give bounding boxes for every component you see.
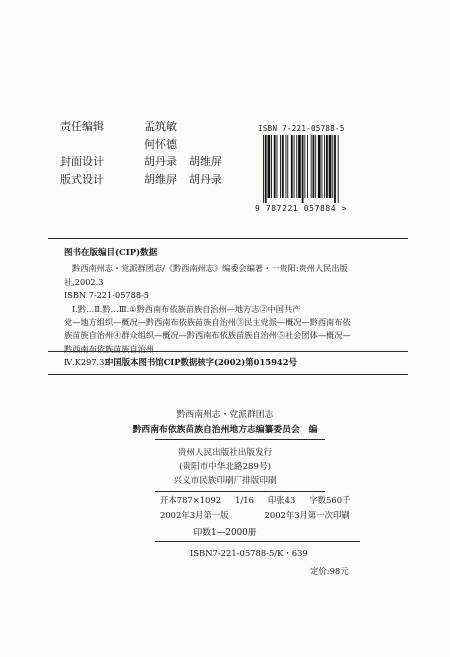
spec-words: 字数560千 xyxy=(309,495,351,505)
barcode-digits: 9 787221 057884 > xyxy=(255,204,348,213)
cip-line: Ⅳ.K297.32 xyxy=(64,357,110,368)
divider xyxy=(155,439,325,440)
credit-row-cover xyxy=(60,153,234,171)
credit-name: 胡丹录 xyxy=(144,155,177,168)
credits-block xyxy=(60,118,234,188)
cip-line: 黔西南布依族苗族自治州 xyxy=(64,343,155,354)
cip-check-number: 中国版本图书馆CIP数据核字(2002)第015942号 xyxy=(105,357,297,367)
credit-label: 责任编辑 xyxy=(60,120,104,133)
cip-line: 社,2002.3 xyxy=(64,276,104,287)
price: 定价:98元 xyxy=(310,566,349,576)
cip-line: Ⅰ.黔…Ⅱ.黔…Ⅲ.①黔西南布依族苗族自治州—地方志②中国共产 xyxy=(72,303,301,314)
credit-name: 孟筑敏 xyxy=(144,120,177,133)
credit-name: 何怀德 xyxy=(144,137,177,151)
book-editor: 黔西南布依族苗族自治州地方志编纂委员会 编 xyxy=(132,425,318,435)
spec-fraction: 1/16 xyxy=(235,495,254,505)
publisher-block xyxy=(0,446,450,489)
divider xyxy=(48,238,408,239)
cip-title: 图书在版编目(CIP)数据 xyxy=(64,248,158,258)
cip-line: 党—地方组织—概况—黔西南布依族苗族自治州③民主党派—概况—黔西南布依 xyxy=(64,317,351,328)
divider xyxy=(155,541,360,542)
credit-label xyxy=(60,136,116,154)
specs-row-1 xyxy=(160,493,364,508)
credit-row-layout xyxy=(60,171,234,189)
divider xyxy=(48,351,408,352)
credit-row-editor-2 xyxy=(60,136,234,154)
specs-row-2 xyxy=(160,508,364,523)
print-count: 印数1—2000册 xyxy=(193,528,257,538)
credit-label: 封面设计 xyxy=(60,155,104,168)
publisher-line: 贵州人民出版社出版发行 xyxy=(177,448,273,458)
divider xyxy=(155,491,325,492)
divider xyxy=(48,374,408,375)
credit-name: 胡维屏 xyxy=(189,155,222,168)
credit-name: 胡丹录 xyxy=(189,172,222,186)
credit-row-editor xyxy=(60,118,234,136)
spec-printing: 2002年3月第一次印刷 xyxy=(264,510,350,520)
credit-name: 胡维屏 xyxy=(144,172,177,186)
cip-line: 黔西南州志・党派群团志/《黔西南州志》编委会编著・一贵阳:贵州人民出版 xyxy=(72,263,348,274)
publisher-line: (贵阳市中华北路289号) xyxy=(179,462,271,473)
book-title: 黔西南州志・党派群团志 xyxy=(176,410,274,420)
cip-line: 族苗族自治州④群众组织—概况—黔西南布依族苗族自治州⑤社会团体—概况— xyxy=(64,330,351,341)
cip-line: ISBN 7-221-05788-5 xyxy=(64,290,150,301)
publisher-line: 兴义市民族印刷厂排版印刷 xyxy=(173,476,277,487)
spec-format: 开本787×1092 xyxy=(160,495,222,505)
isbn-bottom: ISBN7-221-05788-5/K・639 xyxy=(190,548,308,558)
barcode-isbn-label: ISBN 7-221-05788-5 xyxy=(258,124,345,133)
credit-label: 版式设计 xyxy=(60,172,104,186)
spec-edition: 2002年3月第一版 xyxy=(160,510,229,520)
spec-sheets: 印张43 xyxy=(267,495,296,505)
barcode-icon xyxy=(262,135,366,203)
